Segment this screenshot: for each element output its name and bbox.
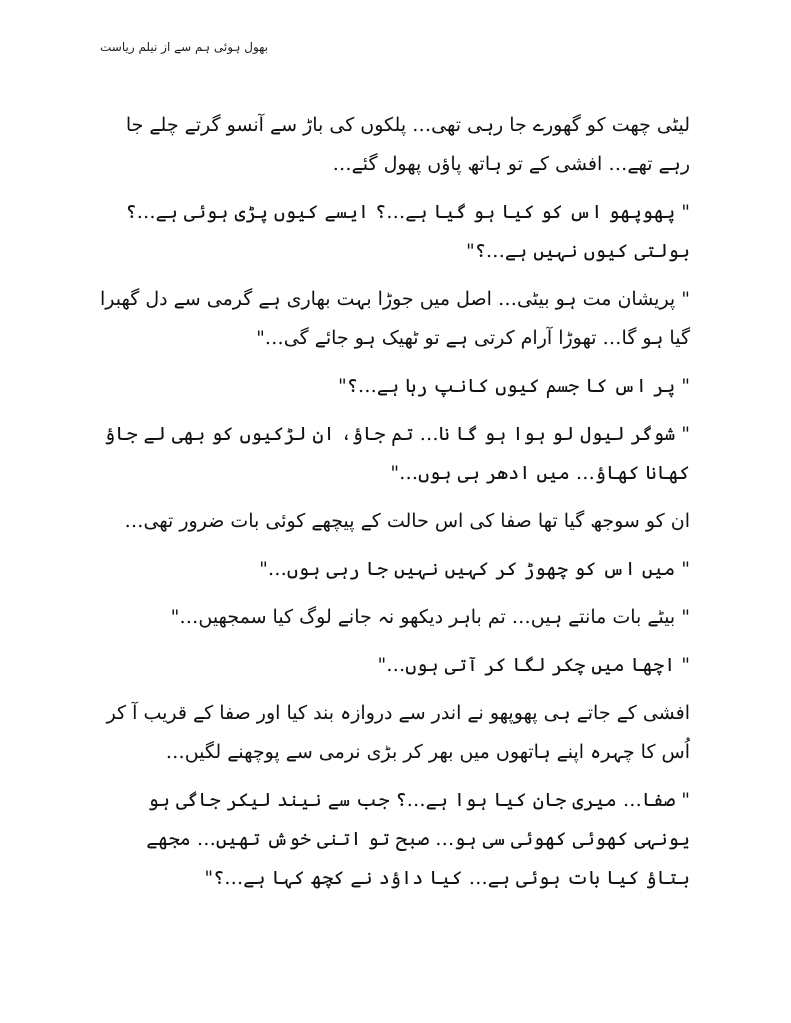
paragraph-1: لیٹی چھت کو گھورے جا رہی تھی… پلکوں کی باڑ سے آنسو گرتے چلے جا رہے تھے… افشی کے تو ہاتھ پاؤں پھول گئے… <box>125 114 690 175</box>
paragraph-2: " پھوپھو اس کو کیا ہو گیا ہے…؟ ایسے کیوں پڑی ہوئی ہے…؟ بولتی کیوں نہیں ہے…؟" <box>125 201 690 262</box>
paragraph-6: ان کو سوجھ گیا تھا صفا کی اس حالت کے پیچھے کوئی بات ضرور تھی… <box>124 510 690 532</box>
paragraph-5: " شوگر لیول لو ہوا ہو گا نا… تم جاؤ، ان لڑکیوں کو بھی لے جاؤ کھانا کھاؤ… میں ادھر ہی ہوں…" <box>104 423 690 484</box>
paragraph-3: " پریشان مت ہو بیٹی… اصل میں جوڑا بہت بھاری ہے گرمی سے دل گھبرا گیا ہو گا… تھوڑا آرام کرتی ہے تو ٹھیک ہو جائے گی…" <box>100 288 690 349</box>
paragraph-7: " میں اس کو چھوڑ کر کہیں نہیں جا رہی ہوں…" <box>259 558 690 580</box>
paragraph-10: افشی کے جاتے ہی پھوپھو نے اندر سے دروازہ بند کیا اور صفا کے قریب آ کر اُس کا چہرہ اپنے ہاتھوں میں بھر کر بڑی نرمی سے پوچھنے لگیں… <box>106 702 690 763</box>
paragraph-8: " بیٹے بات مانتے ہیں… تم باہر دیکھو نہ جانے لوگ کیا سمجھیں…" <box>170 606 690 628</box>
document-body <box>100 106 690 907</box>
paragraph-9: " اچھا میں چکر لگا کر آتی ہوں…" <box>377 654 690 676</box>
paragraph-11: " صفا… میری جان کیا ہوا ہے…؟ جب سے نیند لیکر جاگی ہو یونہی کھوئی کھوئی سی ہو… صبح تو اتنی خوش تھیں… مجھے بتاؤ کیا بات ہوئی ہے… کیا داؤد نے کچھ کہا ہے…؟" <box>146 789 690 889</box>
paragraph-4: " پر اس کا جسم کیوں کانپ رہا ہے…؟" <box>338 375 690 397</box>
running-header: بھول ہوئی ہم سے از نیلم ریاست <box>100 40 269 54</box>
